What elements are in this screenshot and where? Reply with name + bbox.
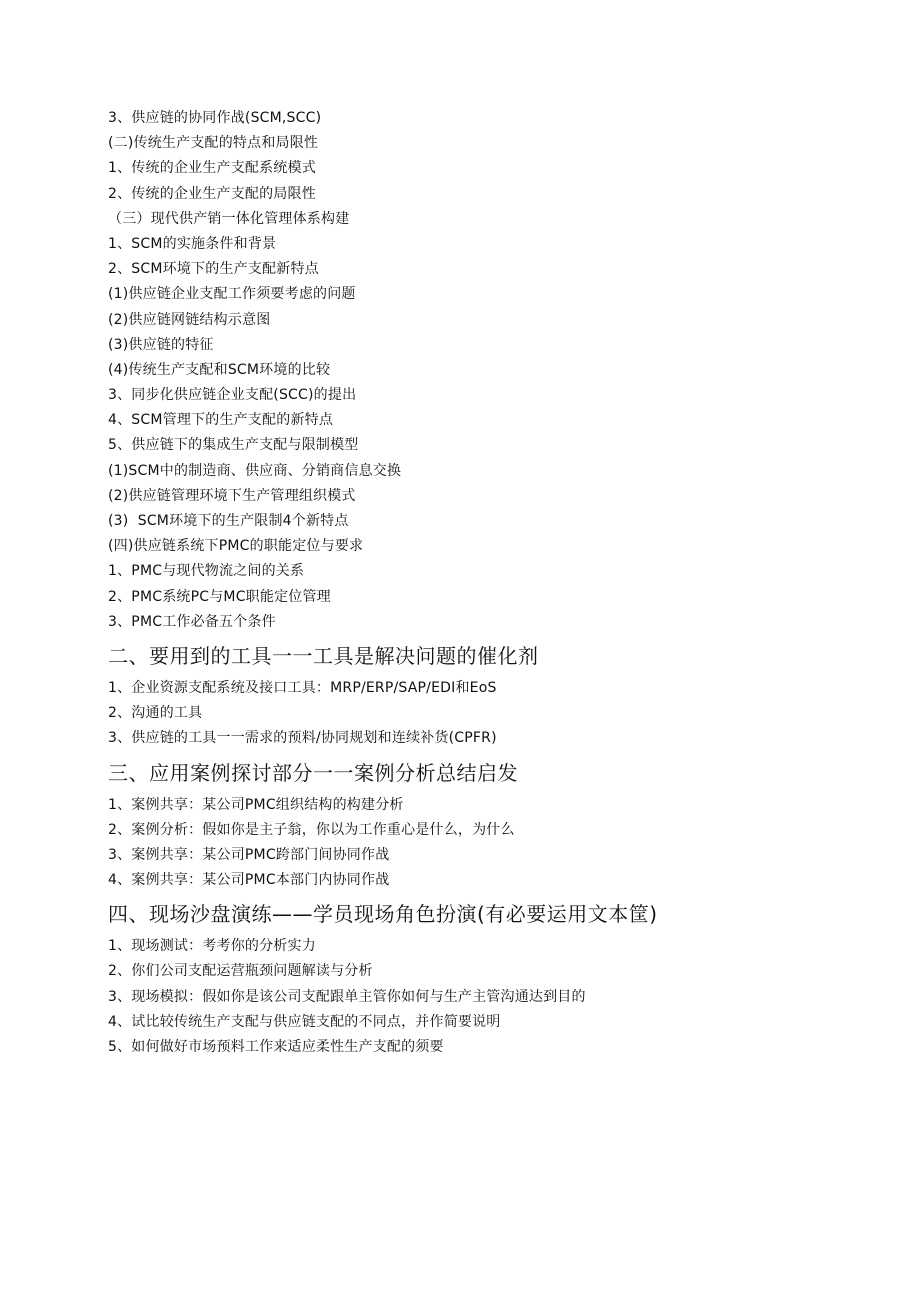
section-heading: 三、应用案例探讨部分一一案例分析总结启发 [108, 760, 518, 785]
document-content [108, 106, 868, 1060]
outline-line: 4、试比较传统生产支配与供应链支配的不同点，并作简要说明 [108, 1013, 501, 1030]
outline-line: 2、案例分析：假如你是主子翁，你以为工作重心是什么，为什么 [108, 821, 515, 838]
outline-line: (3)供应链的特征 [108, 336, 214, 353]
outline-line: (4)传统生产支配和SCM环境的比较 [108, 361, 331, 378]
outline-line: 3、案例共享：某公司PMC跨部门间协同作战 [108, 846, 390, 863]
outline-line: 2、PMC系统PC与MC职能定位管理 [108, 588, 331, 605]
outline-line: 3、供应链的工具一一需求的预料/协同规划和连续补货(CPFR) [108, 730, 497, 747]
outline-line: 5、供应链下的集成生产支配与限制模型 [108, 437, 359, 454]
section-heading: 二、要用到的工具一一工具是解决问题的催化剂 [108, 643, 539, 668]
outline-section-3 [108, 759, 868, 894]
outline-line: 2、传统的企业生产支配的局限性 [108, 185, 316, 202]
outline-line: 4、SCM管理下的生产支配的新特点 [108, 412, 334, 429]
outline-line: 2、你们公司支配运营瓶颈问题解读与分析 [108, 963, 373, 980]
outline-line: 1、现场测试：考考你的分析实力 [108, 938, 316, 955]
outline-line: (二)传统生产支配的特点和局限性 [108, 135, 319, 152]
outline-line: 1、PMC与现代物流之间的关系 [108, 563, 305, 580]
outline-line: 1、传统的企业生产支配系统模式 [108, 160, 316, 177]
outline-line: (2)供应链网链结构示意图 [108, 311, 271, 328]
outline-section-1 [108, 106, 868, 635]
outline-line: 5、如何做好市场预料工作来适应柔性生产支配的须要 [108, 1039, 444, 1055]
outline-line: 3、现场模拟：假如你是该公司支配跟单主管你如何与生产主管沟通达到目的 [108, 988, 586, 1005]
outline-line: 1、SCM的实施条件和背景 [108, 235, 277, 252]
outline-line: （三）现代供产销一体化管理体系构建 [108, 210, 350, 227]
outline-line: 3、PMC工作必备五个条件 [108, 613, 276, 630]
outline-line: 1、案例共享：某公司PMC组织结构的构建分析 [108, 796, 404, 813]
outline-line: (3) SCM环境下的生产限制4个新特点 [108, 513, 349, 529]
outline-line: 1、企业资源支配系统及接口工具：MRP/ERP/SAP/EDI和EoS [108, 679, 497, 696]
outline-line: (1)供应链企业支配工作须要考虑的问题 [108, 286, 356, 303]
outline-line: (2)供应链管理环境下生产管理组织模式 [108, 487, 356, 504]
outline-section-4 [108, 900, 868, 1060]
outline-line: (四)供应链系统下PMC的职能定位与要求 [108, 538, 364, 555]
section-heading: 四、现场沙盘演练——学员现场角色扮演(有必要运用文本筐) [108, 902, 658, 927]
outline-line: (1)SCM中的制造商、供应商、分销商信息交换 [108, 462, 402, 479]
outline-line: 3、供应链的协同作战(SCM,SCC) [108, 110, 322, 126]
outline-line: 4、案例共享：某公司PMC本部门内协同作战 [108, 872, 390, 889]
outline-line: 3、同步化供应链企业支配(SCC)的提出 [108, 387, 357, 404]
outline-section-2 [108, 642, 868, 752]
outline-line: 2、沟通的工具 [108, 705, 203, 722]
outline-line: 2、SCM环境下的生产支配新特点 [108, 261, 319, 278]
